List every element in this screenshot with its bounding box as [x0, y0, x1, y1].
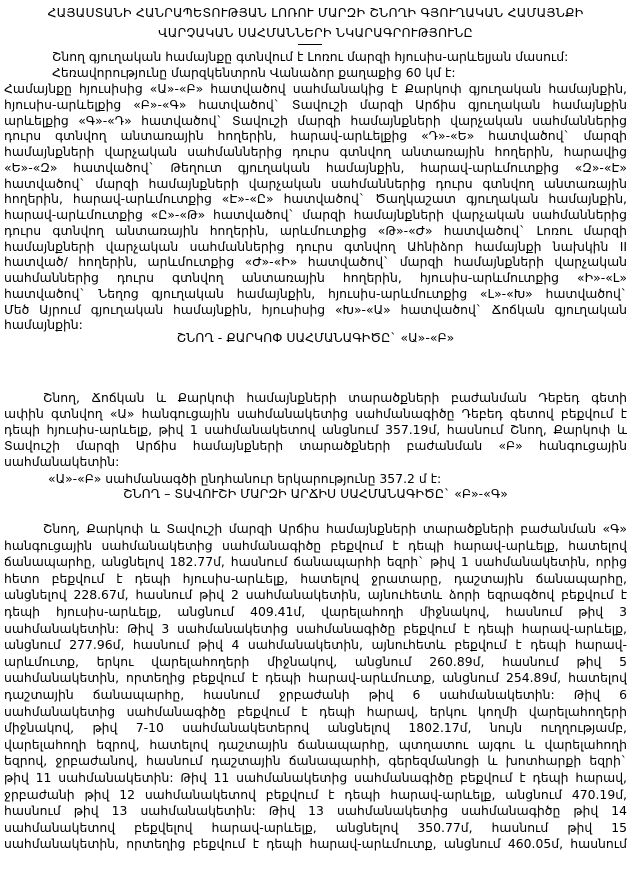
section2-line: դեպի հյուսիս-արևելք, անցնում 409.41մ, վարելահողի միջնակով, հասնում թիվ 3	[4, 604, 627, 619]
boundary-line: դուրս գտնվող անտառային հողերին, արևմուտքից «Թ»-«Ժ» հատվածով` Լոռու մարզի	[4, 222, 627, 238]
title-underline	[298, 44, 322, 45]
section2-line: հանգուցային սահմանակետից սահմանագիծը բեքվում է դեպի հարավ-արևելք, հատելով	[4, 537, 627, 553]
section2-line: դաշտային ճանապարհը, հասնում ջրբաժանի թիվ 6 սահմանակետին: Թիվ 6	[4, 687, 627, 702]
section2-line: Շնող, Քարկոփ և Տավուշի մարզի Արճիս համայնքների տարածքների բաժանման «Գ»	[43, 521, 627, 536]
boundary-line: հատված/ հողերին, արևմուտքից «Ժ»-«Ի» հատվածով` մարզի համայնքների վարչական	[4, 254, 627, 270]
boundary-line: սահմաններից դուրս գտնվող անտառային հողերին, հյուսիս-արևմուտքից «Ի»-«Լ»	[4, 270, 627, 285]
section2-line: արևմուտք, երկու վարելահողերի միջնակով, անցնում 260.89մ, հասնում թիվ 5	[4, 653, 627, 669]
boundary-line: դուրս գտնվող անտառային հողերին, հարավ-արևելքից «Դ»-«Ե» հատվածով` մարզի	[4, 128, 627, 144]
document-title-line-1: ՀԱՅԱՍՏԱՆԻ ՀԱՆՐԱՊԵՏՈՒԹՅԱՆ ԼՈՌՈՒ ՄԱՐԶԻ ՇՆՈՂԻ ԳՅՈՒՂԱԿԱՆ ՀԱՄԱՅՆՔԻ	[47, 5, 584, 20]
section1-line: Շնող, Ճոճկան և Քարկոփ համայնքների տարածքների բաժանման Դեբեդ գետի	[43, 390, 627, 405]
boundary-line: համայնքների վարչական սահմաններից դուրս գտնվող Ահնիձոր համայնքի նախկին II	[4, 238, 627, 254]
section1-length-note: «Ա»-«Բ» սահմանագծի ընդհանուր երկարությունը 357.2 մ է:	[48, 471, 442, 486]
document-title-line-2: ՎԱՐՉԱԿԱՆ ՍԱՀՄԱՆՆԵՐԻ ՆԿԱՐԱԳՐՈՒԹՅՈՒՆԸ	[158, 25, 473, 40]
section2-line: հասնում թիվ 13 սահմանակետին: Թիվ 13 սահմանակետից սահմանագիծը թիվ 14	[4, 803, 627, 819]
section2-line: հետո բեքվում է դեպի հյուսիս-արևելք, հատելով ջրատարը, դաշտային ճանապարհը,	[4, 570, 627, 586]
intro-line: Հեռավորությունը մարզկենտրոն Վանաձոր քաղաքից 60 կմ է:	[52, 65, 456, 80]
section2-line: անցնելով 228.67մ, հասնում թիվ 2 սահմանակետին, այնուհետև ձորի եզրագծով բեքվում է	[4, 587, 627, 603]
section-heading-shnogh-tavush: ՇՆՈՂ – ՏԱՎՈՒՇԻ ՄԱՐԶԻ ԱՐՃԻՍ ՍԱՀՄԱՆԱԳԻԾԸ` «Բ»-«Գ»	[123, 486, 508, 501]
section2-line: սահմանակետից սահմանագիծը բեքվում է դեպի հարավ, երկու կողմի վարելահողերի	[4, 703, 627, 719]
section2-line: ճանապարհը, անցնելով 182.77մ, հասնում ճանապարհի եզրի` թիվ 1 սահմանակետին, որից	[4, 554, 627, 570]
section1-line: ափին գտնվող «Ա» հանգուցային սահմանակետից սահմանագիծը Դեբեդ գետով բեքվում է	[4, 406, 627, 422]
boundary-line: հատվածով` Նեղոց գյուղական համայնքին, հյուսիս-արևմուտքից «Լ»-«Խ» հատվածով`	[4, 285, 627, 301]
section1-line: սահմանակետին:	[4, 454, 120, 470]
intro-line: Շնող գյուղական համայնքը գտնվում է Լոռու մարզի հյուսիս-արևելյան մասում:	[52, 49, 569, 64]
section2-line: վարելահողի եզրով, հատելով դաշտային ճանապարհը, պտղատու այգու և վարելահողի	[4, 736, 627, 752]
boundary-line: համայնքին:	[4, 317, 83, 333]
section1-line: Տավուշի մարզի Արճիս համայնքների տարածքների բաժանման «Բ» հանգուցային	[4, 438, 627, 454]
boundary-line: հարավ-արևմուտքից «Ը»-«Թ» հատվածով` մարզի համայնքների վարչական սահմաններից	[4, 207, 627, 222]
boundary-line: «Ե»-«Զ» հատվածով` Թեղուտ գյուղական համայնքին, հարավ-արևմուտքից «Զ»-«Է»	[4, 159, 627, 175]
boundary-line: Մեծ Այրում գյուղական համայնքին, հյուսիսից «Խ»-«Ա» հատվածով` Ճոճկան գյուղական	[4, 301, 627, 317]
boundary-line: հյուսիս-արևելքից «Բ»-«Գ» հատվածով` Տավուշի մարզի Արճիս գյուղական համայնքին	[4, 96, 627, 112]
section2-line: սահմանակետին: Թիվ 3 սահմանակետից սահմանագիծը բեքվում է դեպի հարավ-արևելք,	[4, 620, 627, 636]
section2-line: թիվ 11 սահմանակետին: Թիվ 11 սահմանակետից սահմանագիծը բեքվում է դեպի հարավ,	[4, 770, 627, 785]
section-heading-shnogh-karkop: ՇՆՈՂ - ՔԱՐԿՈՓ ՍԱՀՄԱՆԱԳԻԾԸ` «Ա»-«Բ»	[176, 330, 455, 345]
section2-line: անցնում 277.96մ, հասնում թիվ 4 սահմանակետին, այնուհետև բեքվում է դեպի հարավ-	[4, 637, 627, 653]
section2-line: միջնակով, թիվ 7-10 սահմանակետերով անցնելով 1802.17մ, նույն ուղղությամբ,	[4, 720, 627, 736]
section2-line: ջրբաժանի թիվ 12 սահմանակետով բեքվում է դեպի հարավ-արևելք, անցնում 470.19մ,	[4, 786, 627, 802]
section2-line: եզրով, ջրբաժանով, հասնում դաշտային ճանապարհի, գերեզմանոցի և խոտհարքի եզրի`	[4, 753, 627, 769]
section2-line: սահմանակետով բեքվելով հարավ-արևելք, անցնելով 350.77մ, հասնում թիվ 15	[4, 819, 627, 835]
boundary-line: հատվածով` մարզի համայնքների վարչական սահմաններից դուրս գտնվող անտառային	[4, 175, 627, 191]
section1-line: դեպի հյուսիս-արևելք, թիվ 1 սահմանակետով անցնում 357.19մ, հասնում Շնող, Քարկոփ և	[4, 422, 627, 438]
boundary-line: Համայնքը հյուսիսից «Ա»-«Բ» հատվածով սահմանակից է Քարկոփ գյուղական համայնքին,	[4, 81, 627, 96]
section2-line: սահմանակետին, որտեղից բեքվում է դեպի հարավ-արևմուտք, անցնում 460.05մ, հասնում	[4, 836, 627, 852]
boundary-line: համայնքների վարչական սահմաններից դուրս գտնվող անտառային հողերին, հարավից	[4, 144, 627, 159]
boundary-line: արևելքից «Գ»-«Դ» հատվածով` Տավուշի մարզի համայնքների վարչական սահմաններից	[4, 112, 627, 128]
boundary-line: հողերին, հարավ-արևմուտքից «Է»-«Ը» հատվածով` Ծաղկաշատ գյուղական համայնքին,	[4, 191, 627, 207]
section2-line: սահմանակետին, որտեղից բեքվում է դեպի հարավ-արևմուտք, անցնում 254.89մ, հատելով	[4, 670, 627, 686]
